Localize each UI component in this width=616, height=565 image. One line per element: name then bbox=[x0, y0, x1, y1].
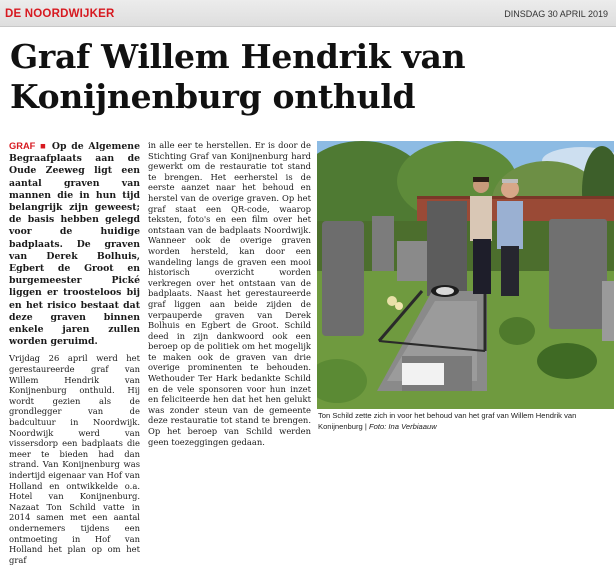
article-kicker: GRAF bbox=[9, 141, 36, 151]
cemetery-photo-illustration bbox=[317, 141, 614, 409]
article-lead bbox=[9, 140, 140, 348]
photo-caption bbox=[318, 411, 614, 432]
article-column-2 bbox=[148, 140, 311, 447]
caption-text: Ton Schild zette zich in voor het behoud van het graf van Willem Hendrik van Konijnenburg bbox=[318, 411, 577, 431]
publication-date: DINSDAG 30 APRIL 2019 bbox=[504, 9, 608, 19]
caption-separator: | bbox=[364, 421, 367, 431]
article-column-1 bbox=[9, 140, 140, 565]
lead-text: Op de Algemene Begraafplaats aan de Oude Zeeweg ligt een aantal graven van mannen die in hun tijd belangrijk zijn geweest; de basis hebben gelegd voor de huidige badplaats. De graven van Derek Bolhuis, Egbert de Groot en burgemeester Pické liggen er troosteloos bij en het risico bestaat dat deze graven binnen enkele jaren zullen worden geruimd. bbox=[9, 141, 140, 348]
kicker-separator-icon: ■ bbox=[40, 141, 48, 151]
article-headline: Graf Willem Hendrik van Konijnenburg onthuld bbox=[10, 37, 466, 116]
top-bar bbox=[0, 0, 616, 27]
article-photo bbox=[317, 141, 614, 409]
photo-credit: Foto: Ina Verbiaauw bbox=[369, 421, 437, 431]
article-body-col2: in alle eer te herstellen. Er is door de Stichting Graf van Konijnenburg hard gewerkt om de restauratie tot stand te brengen. Het eerherstel is de eerste aanzet naar het behoud en herstel van de overige graven. Op het graf staat een QR-code, waarop teksten, foto's en een film over het ontstaan van de badplaats Noordwijk. Wanneer ook de overige graven worden hersteld, kan door een wandeling langs de graven een mooi historisch overzicht worden verkregen over het ontstaan van de badplaats. Naast het gerestaureerde graf liggen aan beide zijden de verpauperde graven van Derek Bolhuis en Egbert de Groot. Schild deed in zijn dankwoord ook een beroep op de politiek om het mogelijk te maken ook de graven van drie overige prominenten te behouden. Wethouder Ter Hark bedankte Schild en de vele sponsoren voor hun inzet en feliciteerde hen dat het hen gelukt was zonder steun van de gemeente deze restauratie tot stand te brengen. Op het beroep van Schild werden geen toezeggingen gedaan. bbox=[148, 140, 311, 447]
article-body-col1: Vrijdag 26 april werd het gerestaureerde graf van Willem Hendrik van Konijnenburg onthuld. Hij wordt gezien als de grondlegger van de badcultuur in Noordwijk. Noordwijk werd van vissersdorp een badplaats die meer te bieden had dan strand. Van Konijnenburg was indertijd eigenaar van Hof van Holland en ontwikkelde o.a. Hotel van Konijnenburg. Nazaat Ton Schild vatte in 2014 samen met een aantal ondernemers tijdens een ontmoeting in Hof van Holland het plan op om het graf bbox=[9, 353, 140, 565]
masthead: DE NOORDWIJKER bbox=[5, 8, 115, 20]
